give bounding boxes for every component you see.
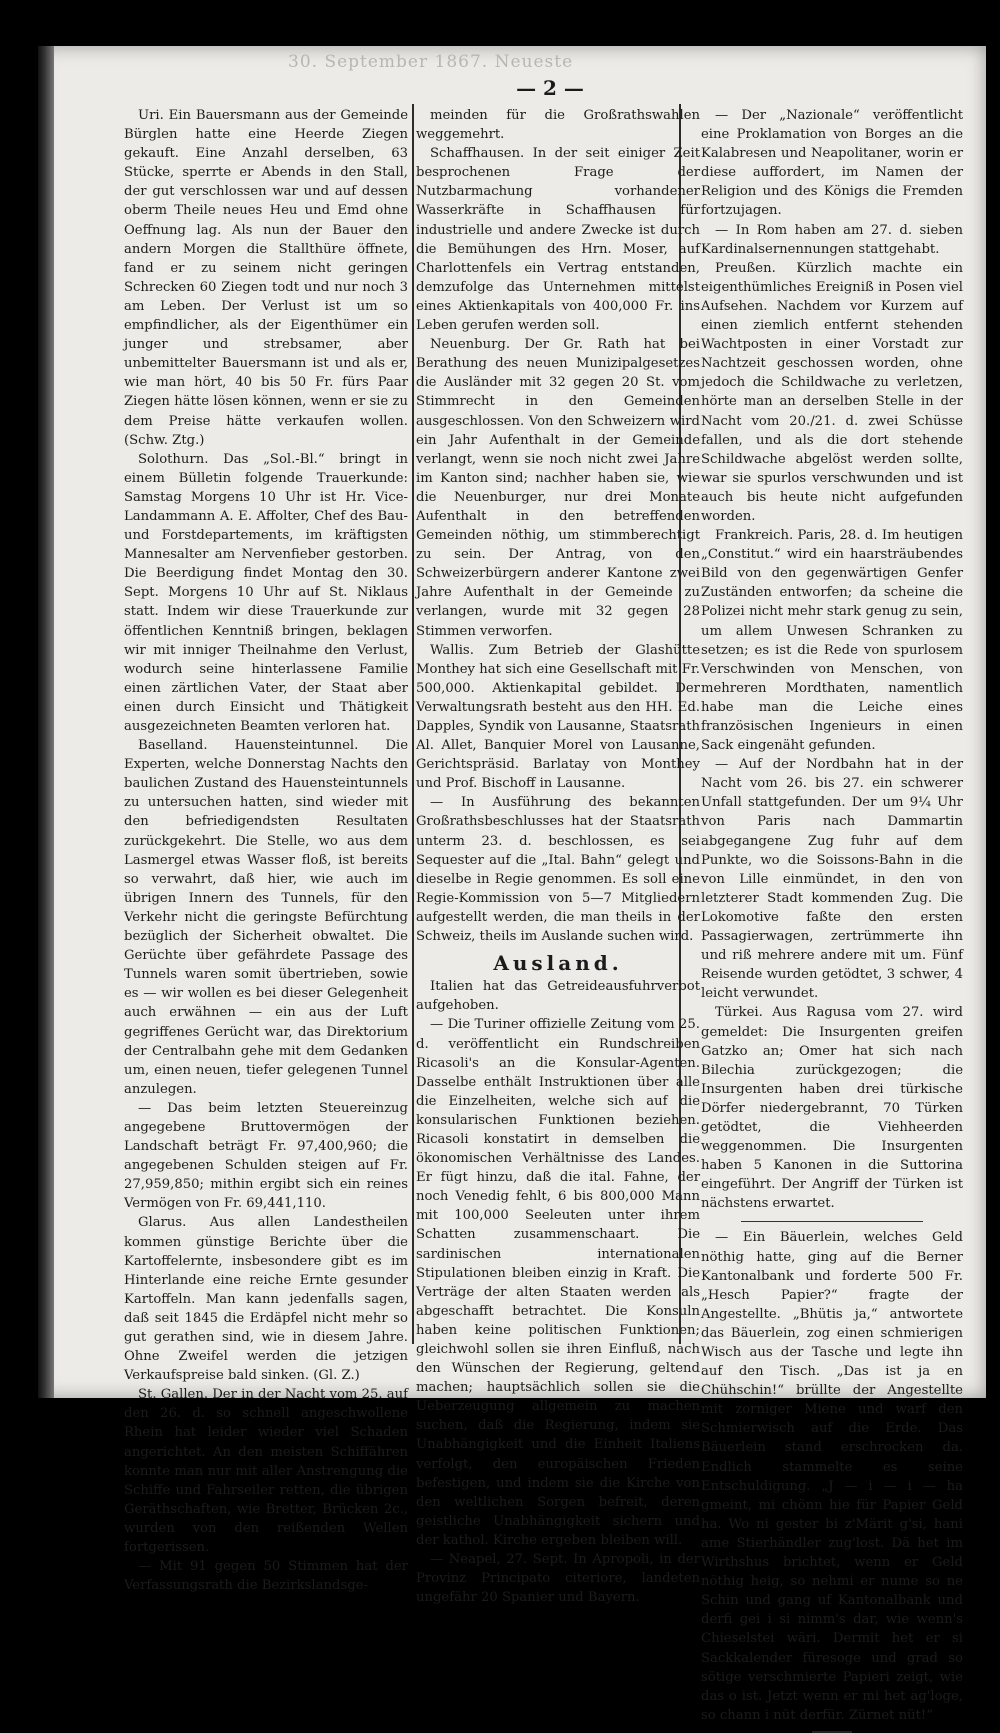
column-1	[124, 106, 409, 1594]
column-rule-1	[412, 104, 414, 1344]
article-paragraph: — Mit 91 gegen 50 Stimmen hat der Verfassungsrath die Bezirkslandsge-	[124, 1559, 408, 1594]
column-2	[416, 106, 700, 1606]
article-paragraph: Uri. Ein Bauersmann aus der Gemeinde Bürglen hatte eine Heerde Ziegen gekauft. Eine Anzahl derselben, 63 Stücke, sperrte er Abends in den Stall, der gut verschlossen war und auf dessen oberm Theile neues Heu und Emd ohne Oeffnung lag. Als nun der Bauer den andern Morgen die Stallthüre öffnete, fand er zu seinem nicht geringen Schrecken 60 Ziegen todt und nur noch 3 am Leben. Der Verlust ist um so empfindlicher, als der Eigenthümer ein junger und strebsamer, aber unbemittelter Bauersmann ist und als er, wie man hört, 40 bis 50 Fr. fürs Paar Ziegen hätte lösen können, wenn er sie zu dem Preise hätte verkaufen wollen. (Schw. Ztg.)	[124, 108, 408, 448]
article-paragraph: Italien hat das Getreideausfuhrverbot aufgehoben.	[416, 979, 700, 1014]
separator-rule	[741, 1221, 923, 1222]
page-number: — 2 —	[516, 76, 584, 100]
article-paragraph: — Ein Bäuerlein, welches Geld nöthig hatte, ging auf die Berner Kantonalbank und forderte 500 Fr. „Hesch Papier?“ fragte der Angestellte. „Bhütis ja,“ antwortete das Bäuerlein, zog einen schmierigen Wisch aus der Tasche und legte ihn auf den Tisch. „Das ist ja en Chühschin!“ brüllte der Angestellte mit zorniger Miene und warf den Schmierwisch auf die Erde. Das Bäuerlein stand erschrocken da. Endlich stammelte es seine Entschuldigung. „J — i — i — ha gmeint, mi chönn hie für Papier Geld ha. Wo ni gester bi z'Märit g'si, hani ame Stierhändler zug'lost. Dä het im Wirthshus brichtet, wenn er Geld nöthig heig, so nehmi er nume so ne Schin und gang uf Kantonalbank und derfi gei i si nimm's dar, wie wenn's Chieselstei wäri. Dermit het er si Sackkalender füresoge und grad so sötige verschmierte Papieri zeigt, wie das o ist. Jetzt wenn er mi het ag'loge, so chann i nüt derfür. Zürnet nüt!“	[701, 1230, 963, 1723]
article-paragraph: Schaffhausen. In der seit einiger Zeit besprochenen Frage der Nutzbarmachung vorhandener Wasserkräfte in Schaffhausen für industrielle und andere Zwecke ist durch die Bemühungen des Hrn. Moser, auf Charlottenfels ein Vertrag entstanden, demzufolge das Unternehmen mittelst eines Aktienkapitals von 400,000 Fr. ins Leben gerufen werden soll.	[416, 146, 700, 334]
article-paragraph: — Das beim letzten Steuereinzug angegebene Bruttovermögen der Landschaft beträgt Fr. 97,400,960; die angegebenen Schulden steigen auf Fr. 27,959,850; mithin ergibt sich ein reines Vermögen von Fr. 69,441,110.	[124, 1100, 408, 1212]
article-paragraph: Preußen. Kürzlich machte ein eigenthümliches Ereigniß in Posen viel Aufsehen. Nachdem vor Kurzem auf einen ziemlich entfernt stehenden Wachtposten in einer Vorstadt zur Nachtzeit geschossen worden, ohne jedoch die Schildwache zu verletzen, hörte man an derselben Stelle in der Nacht vom 20./21. d. zwei Schüsse fallen, und als die dort stehende Schildwache abgelöst werden sollte, war sie spurlos verschwunden und ist auch bis heute nicht aufgefunden worden.	[701, 260, 963, 524]
column-3	[701, 106, 963, 1723]
article-paragraph: Baselland. Hauensteintunnel. Die Experten, welche Donnerstag Nachts den baulichen Zustand des Hauensteintunnels zu untersuchen hatten, sind wieder mit den befriedigendsten Resultaten zurückgekehrt. Die Stelle, wo aus dem Lasmergel etwas Wasser floß, ist bereits so verwahrt, daß hier, wie auch im übrigen Innern des Tunnels, für den Verkehr nicht die geringste Befürchtung bezüglich der Sicherheit obwaltet. Die Gerüchte über gefährdete Passage des Tunnels waren somit übertrieben, sowie es — wir wollen es bei dieser Gelegenheit auch erwähnen — ein aus der Luft gegriffenes Gerücht war, das Direktorium der Centralbahn gehe mit dem Gedanken um, einen neuen, tiefer gelegenen Tunnel anzulegen.	[124, 738, 408, 1097]
article-paragraph: Wallis. Zum Betrieb der Glashütte Monthey hat sich eine Gesellschaft mit Fr. 500,000. Aktienkapital gebildet. Der Verwaltungsrath besteht aus den HH. Ed. Dapples, Syndik von Lausanne, Staatsrath Al. Allet, Banquier Morel von Lausanne, Gerichtspräsid. Barlatay von Monthey und Prof. Bischoff in Lausanne.	[416, 642, 700, 792]
article-paragraph: — Die Turiner offizielle Zeitung vom 25. d. veröffentlicht ein Rundschreiben Ricasoli's an die Konsular-Agenten. Dasselbe enthält Instruktionen über alle die Einzelheiten, welche sich auf die konsularischen Funktionen beziehen. Ricasoli konstatirt in demselben die ökonomischen Verhältnisse des Landes. Er fügt hinzu, daß die ital. Fahne, der noch Venedig fehlt, 6 bis 800,000 Mann mit 100,000 Seeleuten unter ihrem Schatten zusammenschaart. Die sardinischen internationalen Stipulationen bleiben einzig in Kraft. Die Verträge der alten Staaten werden als abgeschafft betrachtet. Die Konsuln haben keine politischen Funktionen; gleichwohl sollen sie ihren Einfluß, nach den Wünschen der Regierung, geltend machen; hauptsächlich sollen sie die Ueberzeugung allgemein zu machen suchen, daß die Regierung, indem sie Unabhängigkeit und die Einheit Italiens verfolgt, den europäischen Frieden befestigen, und indem sie die Kirche von den weltlichen Sorgen befreit, deren geistliche Unabhängigkeit sichern und der kathol. Kirche ergeben bleiben will.	[416, 1017, 700, 1548]
article-paragraph: — Neapel, 27. Sept. In Apropoli, in der Provinz Principato citeriore, landeten ungefähr 20 Spanier und Bayern.	[416, 1552, 700, 1606]
article-paragraph: Frankreich. Paris, 28. d. Im heutigen „Constitut.“ wird ein haarsträubendes Bild von den gegenwärtigen Genfer Zuständen entworfen; da scheine die Polizei nicht mehr stark genug zu sein, um allem Unwesen Schranken zu setzen; es ist die Rede von spurlosem Verschwinden von Menschen, von mehreren Mordthaten, namentlich habe man die Leiche eines französischen Ingenieurs in einen Sack eingenäht gefunden.	[701, 528, 963, 754]
article-paragraph: — In Rom haben am 27. d. sieben Kardinalsernennungen stattgehabt.	[701, 222, 963, 257]
article-paragraph: meinden für die Großrathswahlen weggemehrt.	[416, 108, 700, 143]
article-paragraph: — Auf der Nordbahn hat in der Nacht vom 26. bis 27. ein schwerer Unfall stattgefunden. Der um 9¼ Uhr von Paris nach Dammartin abgegangene Zug fuhr auf dem Punkte, wo die Soissons-Bahn in die von Lille einmündet, in den von letzterer Stadt kommenden Zug. Die Lokomotive faßte den ersten Passagierwagen, zertrümmerte ihn und riß mehrere andere mit um. Fünf Reisende wurden getödtet, 3 schwer, 4 leicht verwundet.	[701, 757, 963, 1002]
article-paragraph: Glarus. Aus allen Landestheilen kommen günstige Berichte über die Kartoffelernte, insbesondere gibt es im Hinterlande eine reiche Ernte gesunder Kartoffeln. Man kann jedenfalls sagen, daß seit 1845 die Erdäpfel nicht mehr so gut gerathen sind, wie in diesem Jahre. Ohne Zweifel werden die jetzigen Verkaufspreise bald sinken. (Gl. Z.)	[124, 1215, 408, 1384]
article-paragraph: Neuenburg. Der Gr. Rath hat bei Berathung des neuen Munizipalgesetzes die Ausländer mit 32 gegen 20 St. vom Stimmrecht in den Gemeinden ausgeschlossen. Von den Schweizern wird ein Jahr Aufenthalt in der Gemeinde verlangt, wenn sie noch nicht zwei Jahre im Kanton sind; nachher haben sie, wie die Neuenburger, nur drei Monate Aufenthalt in den betreffenden Gemeinden nöthig, um stimmberechtigt zu sein. Der Antrag, von den Schweizerbürgern anderer Kantone zwei Jahre Aufenthalt in der Gemeinde zu verlangen, wurde mit 32 gegen 28 Stimmen verworfen.	[416, 337, 700, 639]
newspaper-page	[38, 46, 986, 1723]
section-heading: Ausland.	[493, 951, 623, 976]
article-paragraph: Solothurn. Das „Sol.-Bl.“ bringt in einem Bülletin folgende Trauerkunde: Samstag Morgens 10 Uhr ist Hr. Vice-Landammann A. E. Affolter, Chef des Bau- und Forstdepartements, im kräftigsten Mannesalter am Nervenfieber gestorben. Die Beerdigung findet Montag den 30. Sept. Morgens 10 Uhr auf St. Niklaus statt. Indem wir diese Trauerkunde zur öffentlichen Kenntniß bringen, beklagen wir mit inniger Theilnahme den Verlust, wodurch seine hinterlassene Familie einen zärtlichen Vater, der Staat aber einen durch Einsicht und Thätigkeit ausgezeichneten Beamten verloren hat.	[124, 451, 408, 734]
article-paragraph: — Der „Nazionale“ veröffentlicht eine Proklamation von Borges an die Kalabresen und Neapolitaner, worin er diese auffordert, im Namen der Religion und des Königs die Fremden fortzujagen.	[701, 108, 963, 219]
article-paragraph: St. Gallen. Der in der Nacht vom 25. auf den 26. d. so schnell angeschwollene Rhein hat leider wieder viel Schaden angerichtet. An den meisten Schiffähren konnte man nur mit aller Anstrengung die Schiffe und Fahrseiler retten, die übrigen Geräthschaften, wie Bretter, Brücken 2c., wurden von den reißenden Wellen fortgerissen.	[124, 1387, 409, 1556]
book-spine-shadow	[38, 46, 54, 1398]
bleed-through-header: 30. September 1867. Neueste	[288, 52, 574, 72]
article-paragraph: — In Ausführung des bekannten Großrathsbeschlusses hat der Staatsrath unterm 23. d. beschlossen, es sei Sequester auf die „Ital. Bahn“ gelegt und dieselbe in Regie genommen. Es soll eine Regie-Kommission von 5—7 Mitgliedern aufgestellt werden, die man theils in der Schweiz, theils im Auslande suchen wird.	[416, 795, 700, 945]
article-paragraph: Türkei. Aus Ragusa vom 27. wird gemeldet: Die Insurgenten greifen Gatzko an; Omer hat sich nach Bilechia zurückgezogen; die Insurgenten haben drei türkische Dörfer niedergebrannt, 70 Türken getödtet, die Viehheerden weggenommen. Die Insurgenten haben 5 Kanonen in die Suttorina eingeführt. Der Angriff der Türken ist nächstens erwartet.	[701, 1005, 963, 1212]
